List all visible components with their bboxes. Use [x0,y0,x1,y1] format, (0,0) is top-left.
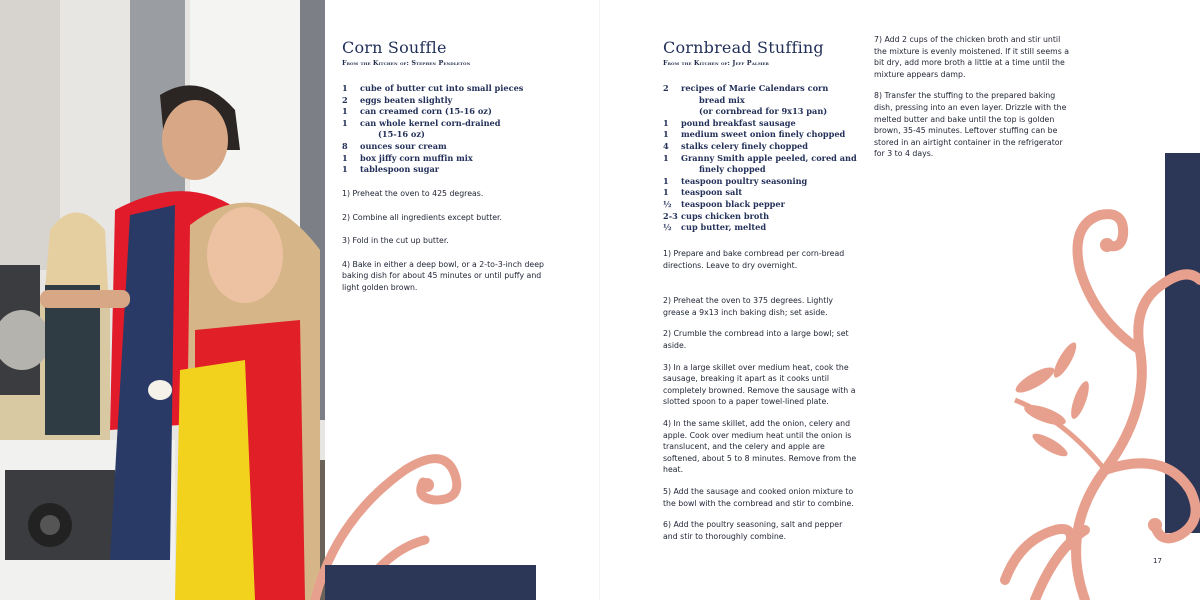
ingredient-item: 4 stalks celery finely chopped [663,140,808,151]
ingredient-item: 1 can whole kernel corn-drained [342,117,501,128]
right-page [600,0,1200,600]
navy-accent-bar [325,565,536,600]
ingredient-item: 2 eggs beaten slightly [342,94,453,105]
recipe-step: 3) In a large skillet over medium heat, cook the sausage, breaking it apart as it cooks until completely browned. Remove the sausage with a slotted spoon to a paper towel-lined plate. [663,362,856,407]
ingredient-list [342,83,572,176]
ingredient-list [663,83,868,234]
recipe-step: 1) Prepare and bake cornbread per corn-bread directions. Leave to dry overnight. [663,249,845,270]
kitchen-photo [0,0,325,600]
ingredient-item: 1 teaspoon salt [663,187,743,198]
ingredient-item: bread mix [699,94,745,105]
page-number: 17 [1153,557,1162,565]
floral-flourish-icon [975,200,1200,600]
ingredient-item: 8 ounces sour cream [342,140,447,151]
ingredient-item: 1 Granny Smith apple peeled, cored and [663,152,857,163]
recipe-steps-continued [874,34,1074,160]
recipe-steps [663,248,859,542]
ingredient-item: 1 tablespoon sugar [342,164,440,175]
recipe-step: 3) Fold in the cut up butter. [342,236,449,246]
recipe-step: 1) Preheat the oven to 425 degreas. [342,189,484,198]
ingredient-item: 1 pound breakfast sausage [663,117,796,128]
recipe-step: 2) Crumble the cornbread into a large bowl; set aside. [663,329,849,350]
recipe-step: 5) Add the sausage and cooked onion mixture to the bowl with the cornbread and stir to combine. [663,486,854,508]
recipe-step: 2) Combine all ingredients except butter. [342,212,503,222]
recipe-step: 4) Bake in either a deep bowl, or a 2-to-3-inch deep baking dish for about 45 minutes or until puffy and light golden brown. [342,259,544,292]
ingredient-item: 2 recipes of Marie Calendars corn [663,83,829,93]
recipe-step: 2) Preheat the oven to 375 degrees. Lightly grease a 9x13 inch baking dish; set aside. [663,296,834,317]
recipe-title: Corn Souffle [342,38,447,57]
recipe-byline: From the Kitchen of: Jeff Palmer [663,59,769,67]
ingredient-item: (15-16 oz) [378,129,425,140]
recipe-title: Cornbread Stuffing [663,38,824,57]
ingredient-item: (or cornbread for 9x13 pan) [699,106,828,117]
left-page [325,0,600,600]
ingredient-item: ½ teaspoon black pepper [663,198,785,209]
recipe-steps [342,188,547,294]
ingredient-item: 1 cube of butter cut into small pieces [342,83,524,93]
recipe-step: 4) In the same skillet, add the onion, celery and apple. Cook over medium heat until the onion is translucent, and the celery and apple are softened, about 5 to 8 minutes. Remove from the heat. [663,418,857,475]
ingredient-item: 1 teaspoon poultry seasoning [663,175,808,186]
ingredient-item: 1 medium sweet onion finely chopped [663,129,846,140]
kitchen-photo-icon [0,0,325,600]
ingredient-item: ½ cup butter, melted [663,222,767,233]
ingredient-item: 1 box jiffy corn muffin mix [342,152,473,163]
recipe-step: 8) Transfer the stuffing to the prepared baking dish, pressing into an even layer. Drizzle with the melted butter and bake until the top is golden brown, 35-45 minutes. Leftover stuffing can be stored in an airtight container in the refrigerator for 3 to 4 days. [874,91,1067,159]
ingredient-item: 2-3 cups chicken broth [663,210,770,221]
recipe-byline: From the Kitchen of: Stephen Pendleton [342,59,471,67]
recipe-step: 7) Add 2 cups of the chicken broth and stir until the mixture is evenly moistened. If it still seems a bit dry, add more broth a little at a time until the mixture appears damp. [874,35,1070,79]
ingredient-item: 1 can creamed corn (15-16 oz) [342,106,492,117]
recipe-step: 6) Add the poultry seasoning, salt and pepper and stir to thoroughly combine. [663,520,843,541]
ingredient-item: finely chopped [699,164,766,175]
